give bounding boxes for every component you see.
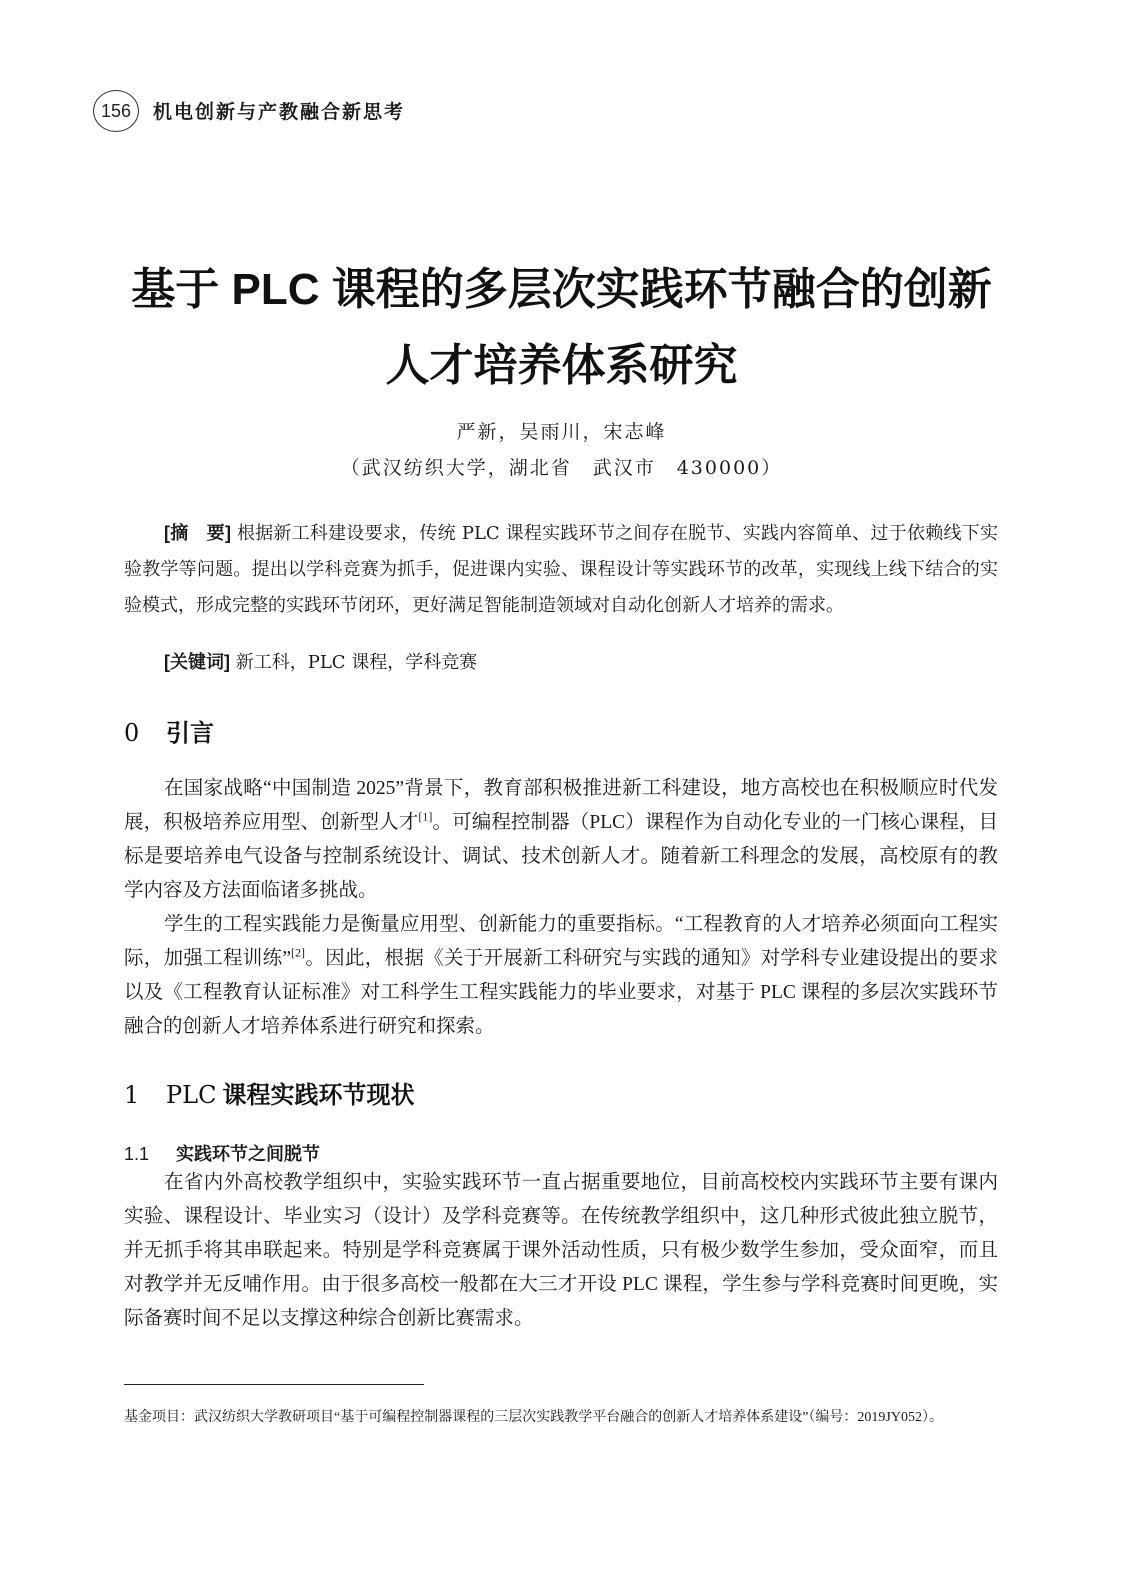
subsection-number: 1.1 xyxy=(124,1144,150,1164)
abstract-text: 根据新工科建设要求，传统 PLC 课程实践环节之间存在脱节、实践内容简单、过于依赖线下实验教学等问题。提出以学科竞赛为抓手，促进课内实验、课程设计等实践环节的改革，实现线上线下结合的实验模式，形成完整的实践环节闭环，更好满足智能制造领域对自动化创新人才培养的需求。 xyxy=(124,523,998,616)
article-title-line-1: 基于 PLC 课程的多层次实践环节融合的创新 xyxy=(131,265,992,314)
citation: [2] xyxy=(291,945,306,960)
page-number-badge: 156 xyxy=(93,90,139,132)
article-title xyxy=(110,252,1013,404)
paragraph: 在省内外高校教学组织中，实验实践环节一直占据重要地位，目前高校校内实践环节主要有课内实验、课程设计、毕业实习（设计）及学科竞赛等。在传统教学组织中，这几种形式彼此独立脱节，并无抓手将其串联起来。特别是学科竞赛属于课外活动性质，只有极少数学生参加，受众面窄，而且对教学并无反哺作用。由于很多高校一般都在大三才开设 PLC 课程，学生参与学科竞赛时间更晚，实际备赛时间不足以支撑这种综合创新比赛需求。 xyxy=(124,1172,998,1329)
section-number: 0 xyxy=(124,719,140,747)
authors: 严新，吴雨川，宋志峰 xyxy=(456,421,667,443)
abstract-label: [摘 要] xyxy=(164,523,231,543)
subsection-1-1-body xyxy=(124,1166,998,1336)
section-heading-0 xyxy=(124,713,214,748)
abstract xyxy=(124,515,998,624)
paragraph: 学生的工程实践能力是衡量应用型、创新能力的重要指标。“工程教育的人才培养必须面向工程实际，加强工程训练”[2]。因此，根据《关于开展新工科研究与实践的通知》对学科专业建设提出的要求以及《工程教育认证标准》对工科学生工程实践能力的毕业要求，对基于 PLC 课程的多层次实践环节融合的创新人才培养体系进行研究和探索。 xyxy=(124,914,998,1037)
section-0-body xyxy=(124,772,998,1044)
subsection-title: 实践环节之间脱节 xyxy=(176,1144,320,1164)
keywords xyxy=(164,648,477,677)
keywords-text: 新工科，PLC 课程，学科竞赛 xyxy=(235,652,478,673)
citation: [1] xyxy=(418,809,433,824)
keywords-label: [关键词] xyxy=(164,652,230,672)
section-number: 1 xyxy=(124,1081,140,1109)
book-title: 机电创新与产教融合新思考 xyxy=(153,102,406,123)
section-title: 课程实践环节现状 xyxy=(222,1080,415,1109)
article-title-line-2: 人才培养体系研究 xyxy=(385,341,738,390)
paragraph: 在国家战略“中国制造 2025”背景下，教育部积极推进新工科建设，地方高校也在积极顺应时代发展，积极培养应用型、创新型人才[1]。可编程控制器（PLC）课程作为自动化专业的一门核心课程，目标是要培养电气设备与控制系统设计、调试、技术创新人才。随着新工科理念的发展，高校原有的教学内容及方法面临诸多挑战。 xyxy=(124,778,998,901)
section-title-prefix: PLC xyxy=(166,1081,217,1109)
section-title: 引言 xyxy=(166,718,214,747)
subsection-heading-1-1 xyxy=(124,1140,320,1166)
footnote: 基金项目：武汉纺织大学教研项目“基于可编程控制器课程的三层次实践教学平台融合的创新人才培养体系建设”（编号：2019JY052）。 xyxy=(124,1410,943,1425)
affiliation: （武汉纺织大学，湖北省 武汉市 430000） xyxy=(340,457,783,479)
running-header xyxy=(93,90,493,130)
footnote-divider xyxy=(124,1384,424,1385)
section-heading-1 xyxy=(124,1075,414,1110)
